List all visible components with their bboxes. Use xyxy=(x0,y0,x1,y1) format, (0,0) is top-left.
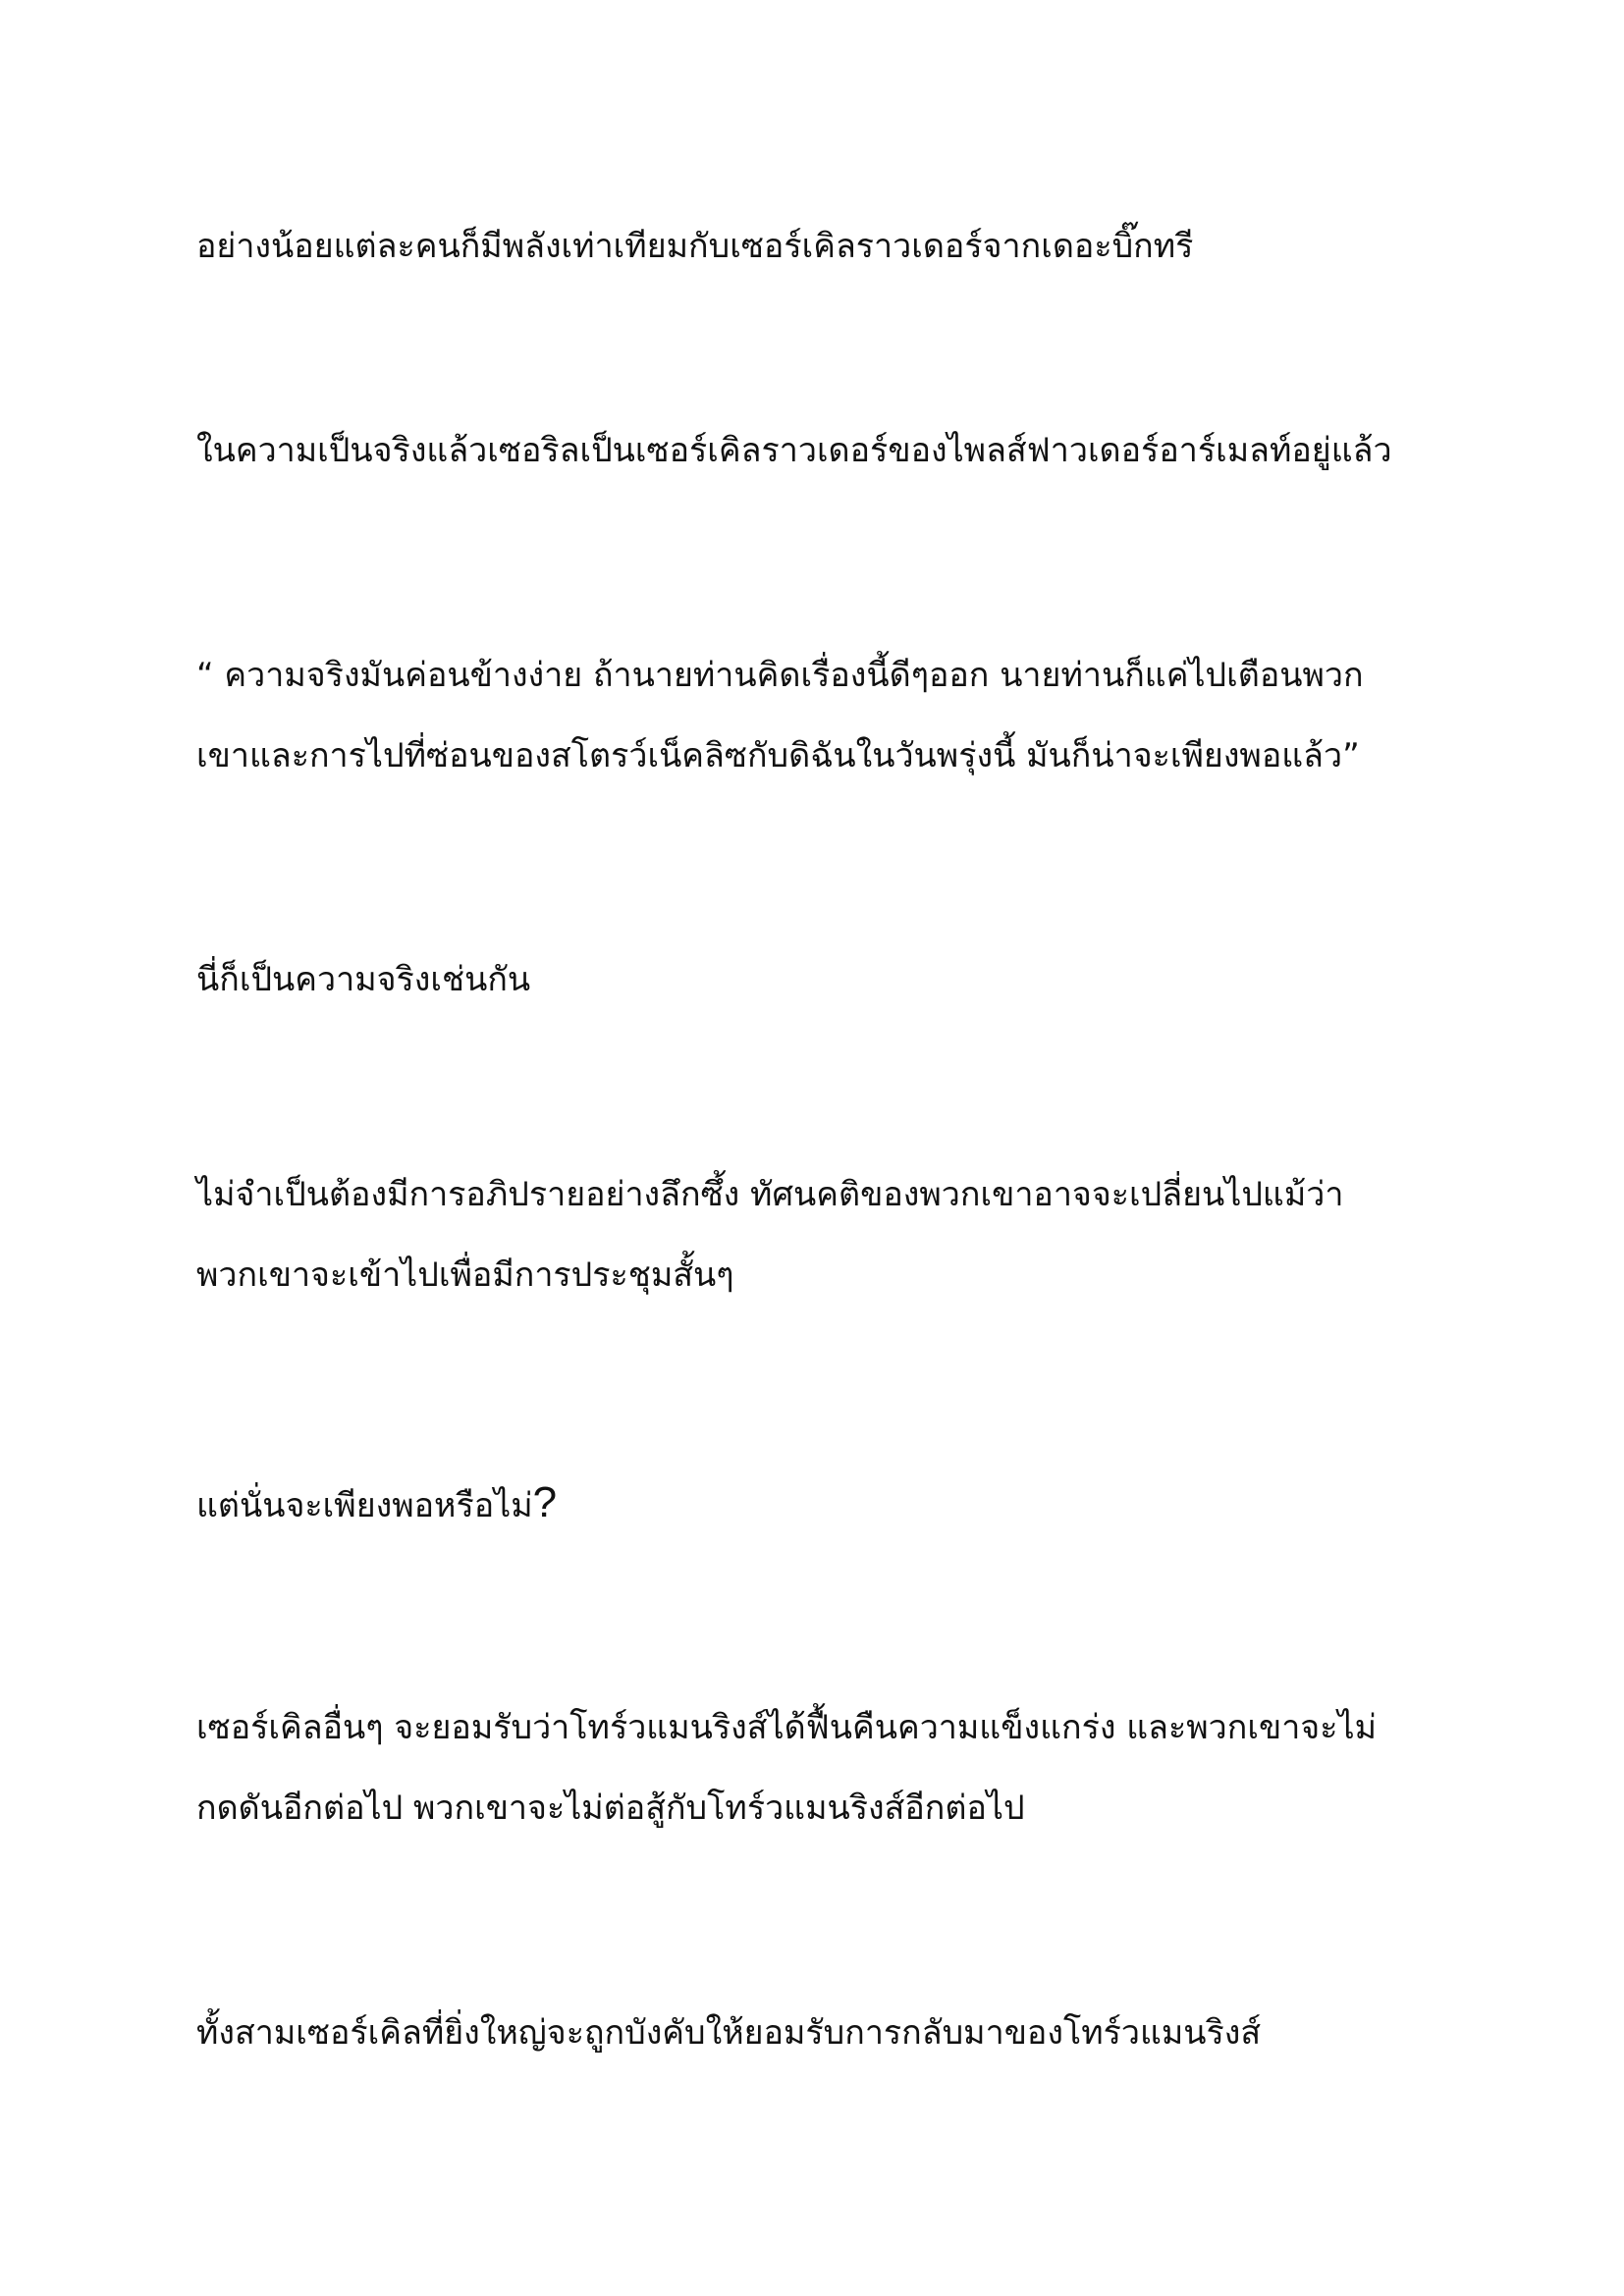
paragraph-line: กดดันอีกต่อไป พวกเขาจะไม่ต่อสู้กับโทร์วแมนริงส์อีกต่อไป xyxy=(196,1789,1025,1828)
paragraph-line: อย่างน้อยแต่ละคนก็มีพลังเท่าเทียมกับเซอร์เคิลราวเดอร์จากเดอะบิ๊กทรี xyxy=(196,227,1194,266)
paragraph-line: เขาและการไปที่ซ่อนของสโตรว์เน็คลิซกับดิฉันในวันพรุ่งนี้ มันก็น่าจะเพียงพอแล้ว” xyxy=(196,736,1360,775)
paragraph-5 xyxy=(196,1154,1453,1315)
paragraph-4 xyxy=(196,939,1453,1020)
paragraph-line: ในความเป็นจริงแล้วเซอริลเป็นเซอร์เคิลราวเดอร์ของไพลส์ฟาวเดอร์อาร์เมลท์อยู่แล้ว xyxy=(196,431,1392,470)
paragraph-line xyxy=(196,1463,1453,1546)
paragraph-line: ทั้งสามเซอร์เคิลที่ยิ่งใหญ่จะถูกบังคับให้ยอมรับการกลับมาของโทร์วแมนริงส์ xyxy=(196,2013,1262,2053)
paragraph-1 xyxy=(196,206,1453,287)
paragraph-3-quote xyxy=(196,635,1453,796)
paragraph-6-question xyxy=(196,1463,1453,1546)
paragraph-line: “ ความจริงมันค่อนข้างง่าย ถ้านายท่านคิดเรื่องนี้ดีๆออก นายท่านก็แค่ไปเตือนพวก xyxy=(196,656,1364,695)
paragraph-line: เซอร์เคิลอื่นๆ จะยอมรับว่าโทร์วแมนริงส์ได้ฟื้นคืนความแข็งแกร่ง และพวกเขาจะไม่ xyxy=(196,1708,1377,1747)
question-mark: ? xyxy=(532,1478,558,1526)
paragraph-line: นี่ก็เป็นความจริงเช่นกัน xyxy=(196,960,531,999)
question-text: แต่นั่นจะเพียงพอหรือไม่ xyxy=(196,1486,533,1525)
paragraph-2 xyxy=(196,410,1453,491)
paragraph-line: ไม่จำเป็นต้องมีการอภิปรายอย่างลึกซึ้ง ทัศนคติของพวกเขาอาจจะเปลี่ยนไปแม้ว่า xyxy=(196,1175,1344,1214)
paragraph-8 xyxy=(196,1993,1453,2073)
paragraph-line: พวกเขาจะเข้าไปเพื่อมีการประชุมสั้นๆ xyxy=(196,1255,734,1295)
paragraph-7 xyxy=(196,1687,1453,1848)
